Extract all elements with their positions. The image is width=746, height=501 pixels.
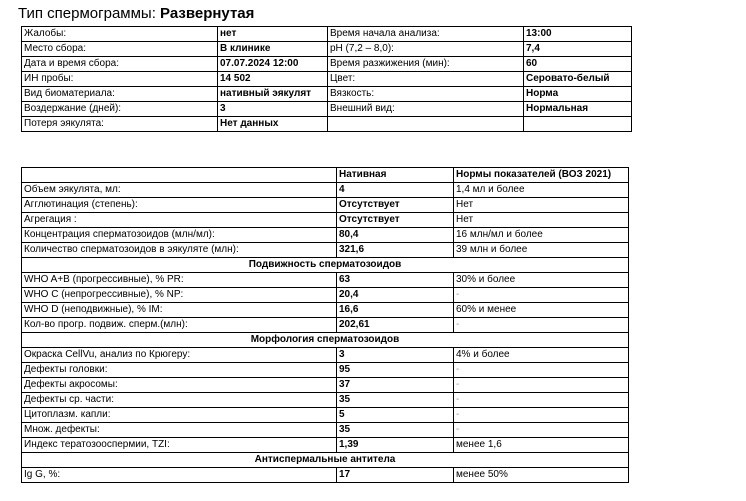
param-norm: менее 1,6: [454, 438, 629, 453]
results-header-row: [22, 168, 629, 183]
info-table: [21, 26, 632, 132]
param-name: Концентрация сперматозоидов (млн/мл):: [22, 228, 337, 243]
info-row: [22, 42, 632, 57]
table-row: [22, 468, 629, 483]
info-label: Жалобы:: [22, 27, 218, 42]
info-value: Нормальная: [524, 102, 632, 117]
param-value: 95: [337, 363, 454, 378]
info-label: Потеря эякулята:: [22, 117, 218, 132]
info-value: Нет данных: [218, 117, 328, 132]
param-value: 1,39: [337, 438, 454, 453]
param-value: 63: [337, 273, 454, 288]
section-row: [22, 258, 629, 273]
table-row: [22, 303, 629, 318]
param-value: 202,61: [337, 318, 454, 333]
param-norm: Нет: [454, 213, 629, 228]
param-norm: -: [454, 288, 629, 303]
param-norm: -: [454, 318, 629, 333]
info-value: 3: [218, 102, 328, 117]
table-row: [22, 198, 629, 213]
info-label: Дата и время сбора:: [22, 57, 218, 72]
table-row: [22, 378, 629, 393]
info-label: Вид биоматериала:: [22, 87, 218, 102]
page-title: [18, 4, 254, 24]
param-norm: -: [454, 378, 629, 393]
info-label: ИН пробы:: [22, 72, 218, 87]
param-value: 37: [337, 378, 454, 393]
info-value: 60: [524, 57, 632, 72]
param-name: WHO C (непрогрессивные), % NP:: [22, 288, 337, 303]
param-value: 4: [337, 183, 454, 198]
param-norm: 1,4 мл и более: [454, 183, 629, 198]
info-value: 14 502: [218, 72, 328, 87]
param-name: Агглютинация (степень):: [22, 198, 337, 213]
table-row: [22, 243, 629, 258]
param-name: Объем эякулята, мл:: [22, 183, 337, 198]
table-row: [22, 438, 629, 453]
param-value: 321,6: [337, 243, 454, 258]
param-value: 16,6: [337, 303, 454, 318]
param-norm: 4% и более: [454, 348, 629, 363]
table-row: [22, 288, 629, 303]
info-row: [22, 57, 632, 72]
info-label: [328, 117, 524, 132]
param-norm: 16 млн/мл и более: [454, 228, 629, 243]
param-name: Цитоплазм. капли:: [22, 408, 337, 423]
param-value: Отсутствует: [337, 213, 454, 228]
results-header-blank: [22, 168, 337, 183]
param-name: Кол-во прогр. подвиж. сперм.(млн):: [22, 318, 337, 333]
section-row: [22, 453, 629, 468]
param-name: Дефекты акросомы:: [22, 378, 337, 393]
info-label: Воздержание (дней):: [22, 102, 218, 117]
info-label: Место сбора:: [22, 42, 218, 57]
table-row: [22, 393, 629, 408]
param-norm: 39 млн и более: [454, 243, 629, 258]
info-row: [22, 27, 632, 42]
param-value: 5: [337, 408, 454, 423]
table-row: [22, 228, 629, 243]
param-name: WHO D (неподвижные), % IM:: [22, 303, 337, 318]
info-value: 13:00: [524, 27, 632, 42]
table-row: [22, 183, 629, 198]
table-row: [22, 318, 629, 333]
param-norm: Нет: [454, 198, 629, 213]
info-label: Цвет:: [328, 72, 524, 87]
table-row: [22, 348, 629, 363]
table-row: [22, 423, 629, 438]
table-row: [22, 408, 629, 423]
table-row: [22, 363, 629, 378]
param-norm: менее 50%: [454, 468, 629, 483]
param-value: 80,4: [337, 228, 454, 243]
info-label: Внешний вид:: [328, 102, 524, 117]
param-name: Количество сперматозоидов в эякуляте (млн):: [22, 243, 337, 258]
param-name: Ig G, %:: [22, 468, 337, 483]
spermogram-type-label: Тип спермограммы:: [18, 5, 156, 22]
spermogram-type-value: Развернутая: [160, 5, 255, 22]
param-name: Агрегация :: [22, 213, 337, 228]
info-value: Серовато-белый: [524, 72, 632, 87]
param-name: WHO A+B (прогрессивные), % PR:: [22, 273, 337, 288]
info-label: Время начала анализа:: [328, 27, 524, 42]
param-norm: 60% и менее: [454, 303, 629, 318]
info-row: [22, 102, 632, 117]
info-row: [22, 117, 632, 132]
info-label: Время разжижения (мин):: [328, 57, 524, 72]
info-row: [22, 72, 632, 87]
info-value: [524, 117, 632, 132]
param-value: 3: [337, 348, 454, 363]
results-table: [21, 167, 629, 483]
param-norm: 30% и более: [454, 273, 629, 288]
info-label: pH (7,2 – 8,0):: [328, 42, 524, 57]
info-value: нет: [218, 27, 328, 42]
info-label: Вязкость:: [328, 87, 524, 102]
param-norm: -: [454, 363, 629, 378]
col-native-header: Нативная: [337, 168, 454, 183]
info-value: 07.07.2024 12:00: [218, 57, 328, 72]
table-row: [22, 213, 629, 228]
section-title: Антиспермальные антитела: [22, 453, 629, 468]
param-norm: -: [454, 408, 629, 423]
param-name: Индекс тератозооспермии, TZI:: [22, 438, 337, 453]
info-value: 7,4: [524, 42, 632, 57]
table-row: [22, 273, 629, 288]
param-norm: -: [454, 423, 629, 438]
param-value: 20,4: [337, 288, 454, 303]
info-row: [22, 87, 632, 102]
param-name: Окраска CellVu, анализ по Крюгеру:: [22, 348, 337, 363]
param-value: Отсутствует: [337, 198, 454, 213]
param-value: 17: [337, 468, 454, 483]
param-name: Множ. дефекты:: [22, 423, 337, 438]
section-title: Морфология сперматозоидов: [22, 333, 629, 348]
param-value: 35: [337, 423, 454, 438]
info-value: нативный эякулят: [218, 87, 328, 102]
info-value: Норма: [524, 87, 632, 102]
param-name: Дефекты ср. части:: [22, 393, 337, 408]
col-norms-header: Нормы показателей (ВОЗ 2021): [454, 168, 629, 183]
param-norm: -: [454, 393, 629, 408]
param-name: Дефекты головки:: [22, 363, 337, 378]
section-title: Подвижность сперматозоидов: [22, 258, 629, 273]
param-value: 35: [337, 393, 454, 408]
section-row: [22, 333, 629, 348]
info-value: В клинике: [218, 42, 328, 57]
